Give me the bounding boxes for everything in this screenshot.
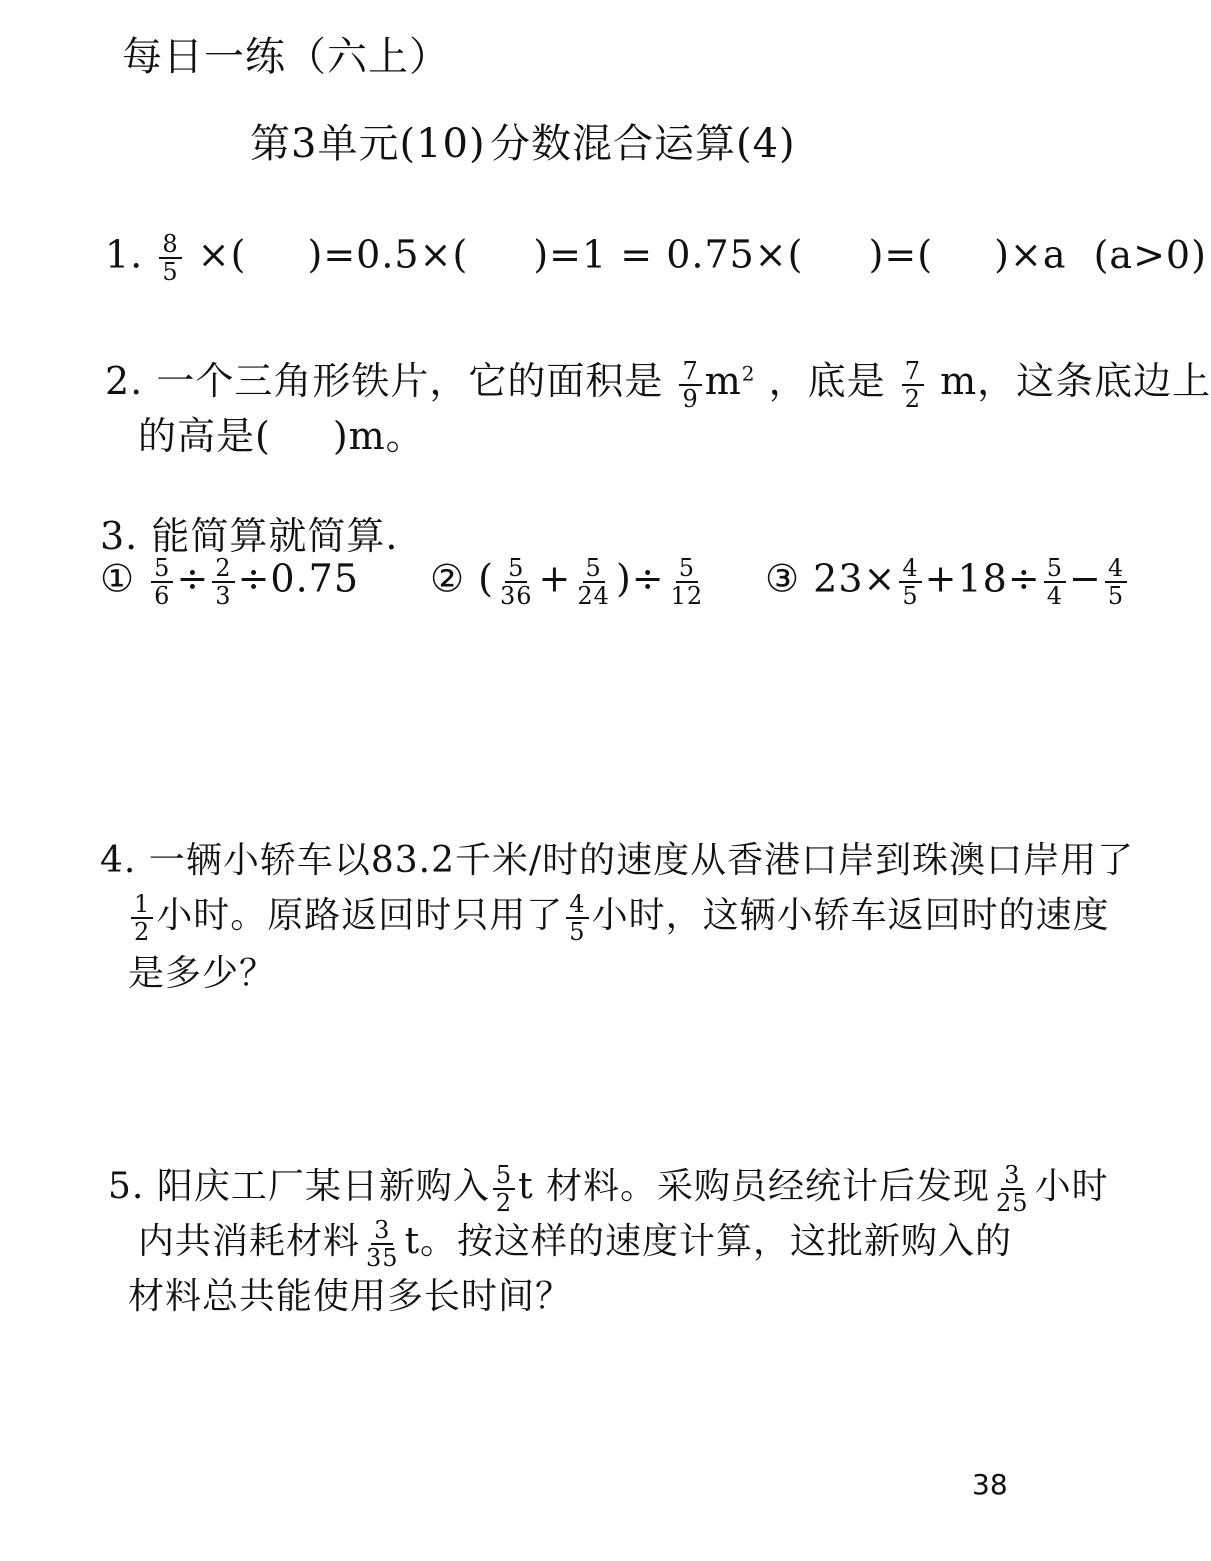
page-number: 38	[972, 1468, 1008, 1501]
operator: )÷	[615, 556, 665, 601]
question-number: 2.	[105, 359, 144, 403]
question-number: 5.	[108, 1166, 145, 1207]
fraction: $\frac{3}{25}$	[996, 1161, 1029, 1217]
fraction: $\frac{5}{24}$	[577, 554, 610, 610]
problem-1	[100, 556, 359, 608]
question-3-instruction	[100, 505, 398, 560]
question-text: m，这条底边上	[940, 359, 1211, 403]
fraction: $\frac{1}{2}$	[131, 892, 153, 944]
question-text: 一辆小轿车以83.2千米/时的速度从香港口岸到珠澳口岸用了	[148, 840, 1135, 881]
question-5-line-2	[138, 1213, 1012, 1270]
question-text: 一个三角形铁片，它的面积是	[156, 359, 664, 403]
fraction: $\frac{4}{5}$	[566, 892, 588, 944]
problem-label: ①	[100, 556, 136, 601]
question-4-line-2	[128, 887, 1110, 944]
operator: ÷	[176, 556, 210, 601]
question-text: 材料总共能使用多长时间？	[128, 1276, 573, 1317]
problem-2	[430, 556, 709, 608]
operator: −	[1068, 556, 1102, 601]
expression-text: )=0.5×(	[307, 232, 469, 277]
question-4-line-3	[128, 945, 276, 996]
worksheet-title: 每日一练（六上）	[122, 34, 450, 80]
question-1	[105, 232, 1207, 284]
question-2-line-2	[138, 405, 425, 460]
superscript: 2	[741, 361, 756, 386]
condition-text: (a>0)	[1093, 232, 1207, 277]
unit-text: m	[704, 359, 742, 403]
question-text: 小时	[1034, 1166, 1109, 1207]
fraction: $\frac{3}{35}$	[366, 1216, 399, 1272]
operator: +	[538, 556, 572, 601]
question-number: 3.	[100, 514, 139, 558]
question-text: 是多少？	[128, 953, 277, 994]
question-text: )m。	[332, 414, 425, 458]
expression-text: 23×	[813, 556, 897, 601]
fraction: $\frac{5}{2}$	[493, 1163, 515, 1215]
question-text: 内共消耗材料	[138, 1221, 361, 1262]
expression-text: )=1 = 0.75×(	[533, 232, 804, 277]
unit-label: 第3单元(10)	[250, 121, 486, 167]
operator: (	[478, 556, 494, 601]
expression-text: +18÷	[924, 556, 1041, 601]
expression-text: ÷0.75	[237, 556, 360, 601]
question-number: 4.	[100, 840, 137, 881]
fraction: $\frac{2}{3}$	[212, 556, 234, 608]
expression-text: )=(	[868, 232, 934, 277]
problem-label: ③	[765, 556, 801, 601]
question-4-line-1	[100, 832, 1134, 883]
question-text: 能简算就简算.	[151, 514, 399, 558]
fraction: $\frac{5}{4}$	[1044, 556, 1066, 608]
question-5-line-1	[108, 1158, 1109, 1215]
question-text: 小时。原路返回时只用了	[156, 895, 564, 936]
question-text: ，底是	[768, 359, 886, 403]
problem-label: ②	[430, 556, 466, 601]
topic-label: 分数混合运算(4)	[490, 121, 796, 167]
fraction: $\frac{7}{2}$	[902, 359, 924, 411]
fraction: $\frac{4}{5}$	[1105, 556, 1127, 608]
question-text: t 材料。采购员经统计后发现	[518, 1166, 991, 1207]
problem-3	[765, 556, 1130, 608]
question-number: 1.	[105, 232, 144, 277]
fraction: $\frac{4}{5}$	[899, 556, 921, 608]
fraction: $\frac{8}{5}$	[159, 232, 181, 284]
question-text: 的高是(	[138, 414, 271, 458]
question-text: 小时，这辆小轿车返回时的速度	[591, 895, 1110, 936]
question-text: 阳庆工厂某日新购入	[156, 1166, 490, 1207]
fraction: $\frac{5}{36}$	[500, 554, 533, 610]
expression-text: )×a	[994, 232, 1067, 277]
fraction: $\frac{7}{9}$	[679, 359, 701, 411]
question-text: t。按这样的速度计算，这批新购入的	[404, 1221, 1013, 1262]
question-2	[105, 350, 1211, 411]
fraction: $\frac{5}{12}$	[670, 554, 704, 610]
expression-text: ×(	[197, 232, 247, 277]
fraction: $\frac{5}{6}$	[151, 556, 173, 608]
question-5-line-3	[128, 1268, 572, 1319]
